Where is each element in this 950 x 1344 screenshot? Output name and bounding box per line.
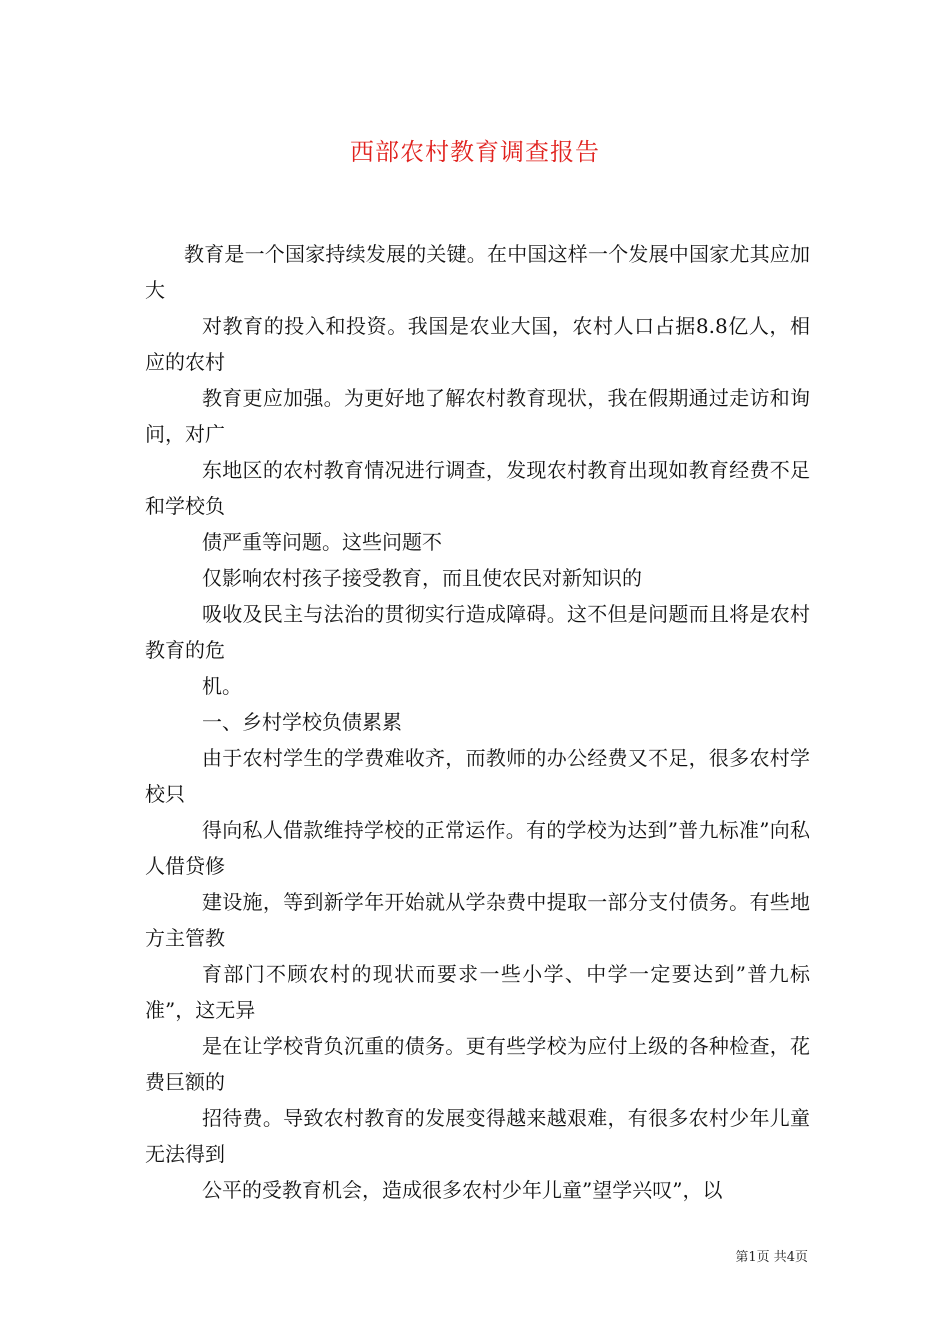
page-indicator: 第1页 共4页 [735,1250,808,1265]
document-body [145,236,810,1208]
document-title: 西部农村教育调查报告 [350,138,600,166]
section-heading: 一、乡村学校负债累累 [202,710,402,734]
paragraph: 建设施，等到新学年开始就从学杂费中提取一部分支付债务。有些地方主管教 [145,890,810,950]
paragraph: 公平的受教育机会，造成很多农村少年儿童”望学兴叹”，以 [202,1178,723,1202]
paragraph: 债严重等问题。这些问题不 [202,530,442,554]
paragraph: 对教育的投入和投资。我国是农业大国，农村人口占据8.8亿人，相应的农村 [145,314,810,374]
paragraph: 招待费。导致农村教育的发展变得越来越艰难，有很多农村少年儿童无法得到 [145,1106,810,1166]
paragraph: 机。 [202,674,242,698]
paragraph: 教育更应加强。为更好地了解农村教育现状，我在假期通过走访和询问，对广 [145,386,810,446]
paragraph: 是在让学校背负沉重的债务。更有些学校为应付上级的各种检查，花费巨额的 [145,1034,810,1094]
paragraph: 得向私人借款维持学校的正常运作。有的学校为达到”普九标准”向私人借贷修 [145,818,810,878]
paragraph: 吸收及民主与法治的贯彻实行造成障碍。这不但是问题而且将是农村教育的危 [145,602,810,662]
paragraph: 东地区的农村教育情况进行调查，发现农村教育出现如教育经费不足和学校负 [145,458,810,518]
paragraph: 教育是一个国家持续发展的关键。在中国这样一个发展中国家尤其应加大 [145,242,810,302]
paragraph: 育部门不顾农村的现状而要求一些小学、中学一定要达到”普九标准”，这无异 [145,962,810,1022]
paragraph: 由于农村学生的学费难收齐，而教师的办公经费又不足，很多农村学校只 [145,746,810,806]
paragraph: 仅影响农村孩子接受教育，而且使农民对新知识的 [202,566,642,590]
